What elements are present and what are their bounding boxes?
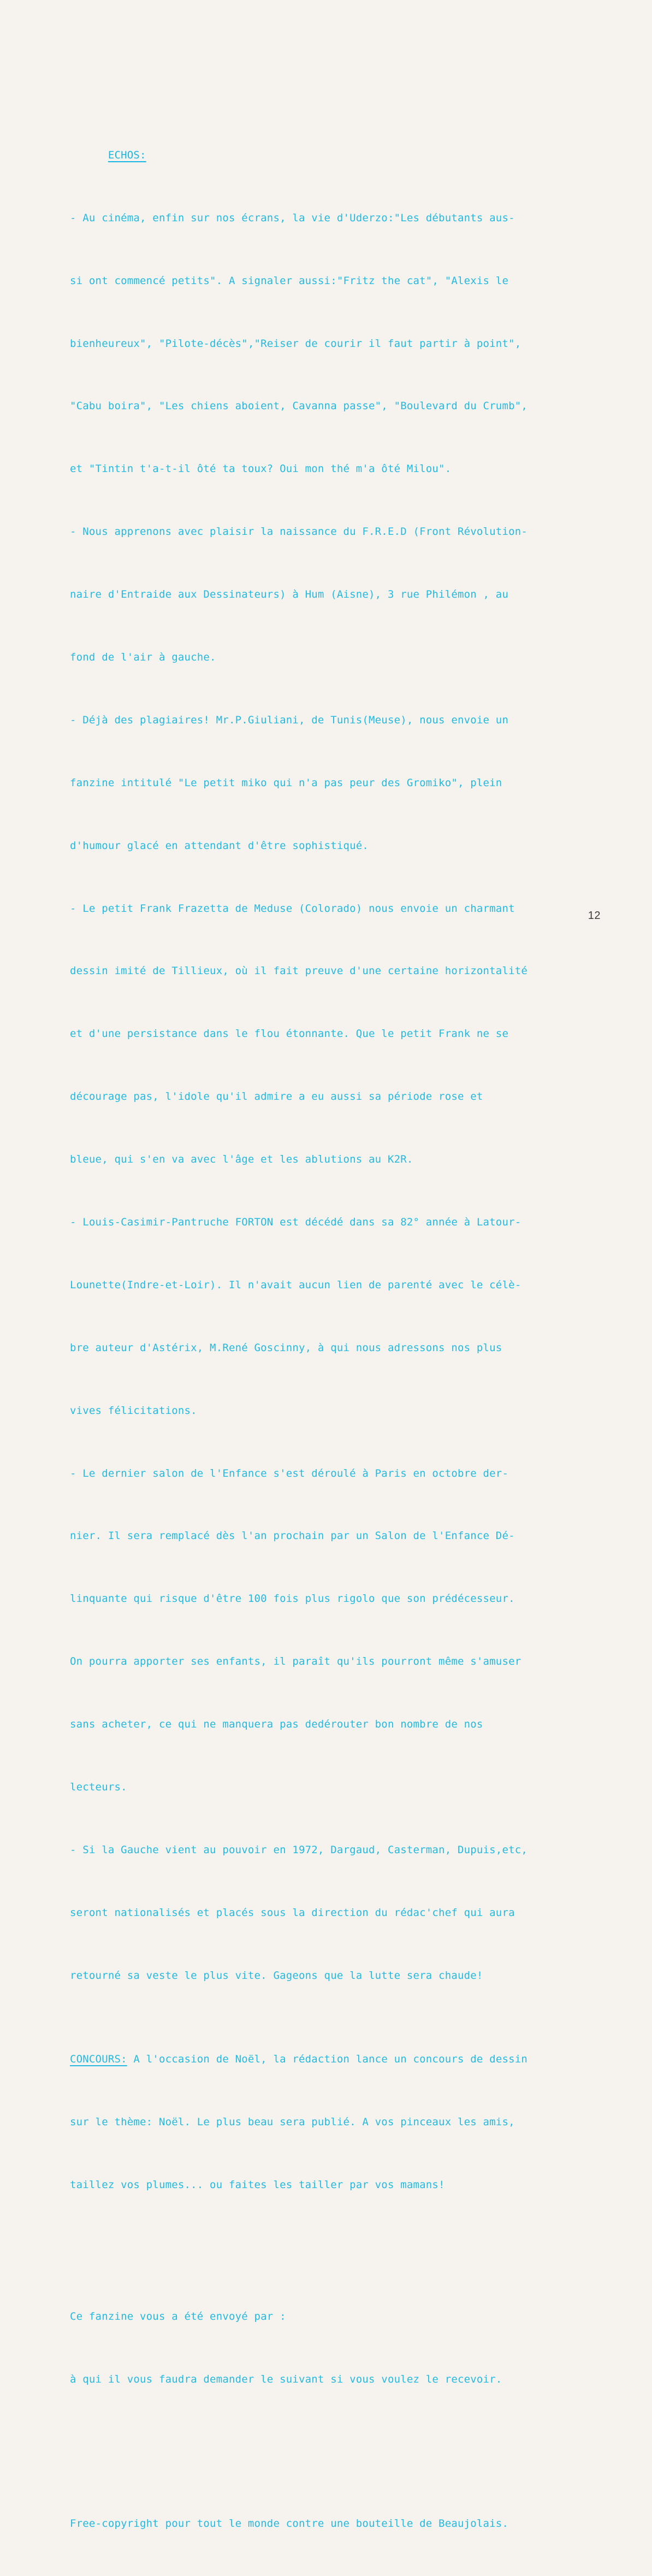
paragraph-spacer xyxy=(70,2453,589,2472)
echos-line: - Louis-Casimir-Pantruche FORTON est décédé dans sa 82° année à Latour- xyxy=(70,1216,521,1229)
echos-line: nier. Il sera remplacé dès l'an prochain par un Salon de l'Enfance Dé- xyxy=(70,1530,515,1542)
echos-line: - Nous apprenons avec plaisir la naissance du F.R.E.D (Front Révolution- xyxy=(70,526,528,538)
echos-line: et d'une persistance dans le flou étonnante. Que le petit Frank ne se xyxy=(70,1028,509,1040)
echos-line: dessin imité de Tillieux, où il fait preuve d'une certaine horizontalité xyxy=(70,965,528,977)
typewritten-text-block xyxy=(70,82,589,2576)
echos-line: sans acheter, ce qui ne manquera pas dedérouter bon nombre de nos xyxy=(70,1718,483,1731)
echos-line: On pourra apporter ses enfants, il paraît qu'ils pourront même s'amuser xyxy=(70,1655,521,1668)
echos-heading: ECHOS: xyxy=(108,149,146,161)
concours-heading: CONCOURS: xyxy=(70,2053,127,2065)
sent-by-line: Ce fanzine vous a été envoyé par : xyxy=(70,2310,286,2323)
echos-line: décourage pas, l'idole qu'il admire a eu aussi sa période rose et xyxy=(70,1090,483,1103)
echos-line: seront nationalisés et placés sous la direction du rédac'chef qui aura xyxy=(70,1906,515,1919)
request-next-line: à qui il vous faudra demander le suivant si vous voulez le recevoir. xyxy=(70,2373,502,2386)
concours-line-text: A l'occasion de Noël, la rédaction lance un concours de dessin xyxy=(127,2053,528,2065)
concours-line: sur le thème: Noël. Le plus beau sera publié. A vos pinceaux les amis, xyxy=(70,2115,515,2128)
echos-line: - Si la Gauche vient au pouvoir en 1972, Dargaud, Casterman, Dupuis,etc, xyxy=(70,1843,528,1856)
echos-line: naire d'Entraide aux Dessinateurs) à Hum (Aisne), 3 rue Philémon , au xyxy=(70,588,509,601)
echos-line: linquante qui risque d'être 100 fois plus rigolo que son prédécesseur. xyxy=(70,1593,515,1605)
echos-line: - Au cinéma, enfin sur nos écrans, la vie d'Uderzo:"Les débutants aus- xyxy=(70,211,515,224)
copyright-line: Free-copyright pour tout le monde contre une bouteille de Beaujolais. xyxy=(70,2518,509,2530)
echos-heading-line xyxy=(70,124,589,161)
paragraph-spacer xyxy=(70,2258,589,2265)
echos-line: "Cabu boira", "Les chiens aboient, Cavanna passe", "Boulevard du Crumb", xyxy=(70,400,528,412)
echos-line: bienheureux", "Pilote-décès","Reiser de courir il faut partir à point", xyxy=(70,337,521,350)
page-number: 12 xyxy=(588,910,601,922)
echos-line: fond de l'air à gauche. xyxy=(70,651,216,664)
echos-line: et "Tintin t'a-t-il ôté ta toux? Oui mon thé m'a ôté Milou". xyxy=(70,463,452,475)
echos-line: - Le petit Frank Frazetta de Meduse (Colorado) nous envoie un charmant xyxy=(70,902,515,915)
echos-line: Lounette(Indre-et-Loir). Il n'avait aucun lien de parenté avec le célè- xyxy=(70,1278,521,1291)
echos-line: fanzine intitulé "Le petit miko qui n'a pas peur des Gromiko", plein xyxy=(70,776,502,789)
concours-line-1 xyxy=(70,2049,589,2070)
echos-line: vives félicitations. xyxy=(70,1404,197,1417)
echos-line: bleue, qui s'en va avec l'âge et les ablutions au K2R. xyxy=(70,1153,413,1166)
concours-line: taillez vos plumes... ou faites les tailler par vos mamans! xyxy=(70,2178,445,2191)
echos-line: si ont commencé petits". A signaler aussi:"Fritz the cat", "Alexis le xyxy=(70,274,509,287)
echos-line: retourné sa veste le plus vite. Gageons que la lutte sera chaude! xyxy=(70,1969,483,1982)
echos-line: lecteurs. xyxy=(70,1781,127,1794)
echos-line: - Déjà des plagiaires! Mr.P.Giuliani, de Tunis(Meuse), nous envoie un xyxy=(70,714,509,726)
echos-line: d'humour glacé en attendant d'être sophistiqué. xyxy=(70,839,369,852)
echos-line: bre auteur d'Astérix, M.René Goscinny, à qui nous adressons nos plus xyxy=(70,1341,502,1354)
echos-line: - Le dernier salon de l'Enfance s'est déroulé à Paris en octobre der- xyxy=(70,1467,509,1479)
